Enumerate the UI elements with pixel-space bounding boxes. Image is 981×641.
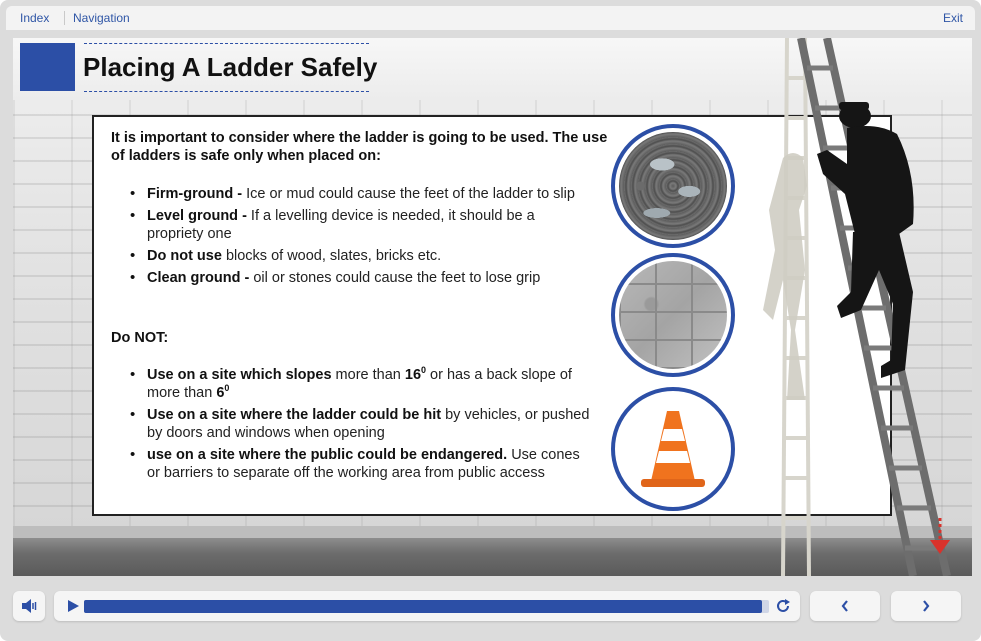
list-item-text: Use cones or barriers to separate off the working area from public access (147, 447, 580, 481)
volume-button[interactable] (13, 591, 45, 621)
list-item (130, 366, 592, 402)
list-item-bold: Level ground - (147, 208, 251, 224)
list-item (130, 406, 592, 442)
progress-bar-container (54, 591, 800, 621)
index-link[interactable]: Index (20, 11, 50, 25)
top-nav-bar (6, 6, 975, 30)
list-item (130, 247, 592, 265)
list-item-text: blocks of wood, slates, bricks etc. (221, 248, 442, 264)
previous-button[interactable] (810, 591, 880, 621)
chevron-left-icon (841, 600, 849, 612)
list-item (130, 207, 592, 243)
navigation-link[interactable]: Navigation (64, 11, 130, 25)
player-controls (6, 582, 975, 634)
back-slope-degrees: 6 (216, 385, 225, 401)
list-item-bold: Do not use (147, 248, 222, 264)
title-accent-square (20, 43, 75, 91)
traffic-cone-icon (619, 395, 727, 503)
degree-superscript: 0 (224, 383, 230, 394)
traffic-cone-photo (619, 395, 727, 503)
do-not-heading: Do NOT: (111, 330, 169, 346)
page-title: Placing A Ladder Safely (83, 52, 378, 82)
list-item-text: more than (331, 367, 405, 383)
speaker-icon (21, 599, 37, 613)
list-item-bold: use on a site where the public could be endangered. (147, 447, 508, 463)
scroll-down-arrow-icon[interactable] (928, 516, 952, 560)
title-divider-top (84, 43, 369, 44)
pothole-image (611, 124, 735, 248)
progress-track[interactable] (84, 600, 769, 613)
do-not-list (130, 366, 592, 486)
pothole-photo (619, 132, 727, 240)
chevron-right-icon (922, 600, 930, 612)
paving-image (611, 253, 735, 377)
intro-text: It is important to consider where the ladder is going to be used. The use of ladders is safe only when placed on: (111, 130, 608, 164)
list-item-bold: Firm-ground - (147, 186, 247, 202)
ladder-illustration (743, 38, 972, 576)
title-divider-bottom (84, 91, 369, 92)
degree-superscript: 0 (421, 365, 427, 376)
list-item-text: by vehicles, or pushed by doors and windows when opening (147, 407, 590, 441)
play-icon[interactable] (66, 599, 80, 613)
replay-icon[interactable] (774, 597, 792, 615)
list-item-bold: Use on a site which slopes (147, 367, 332, 383)
list-item (130, 269, 592, 287)
list-item-text: oil or stones could cause the feet to lose grip (253, 270, 541, 286)
list-item-bold: Use on a site where the ladder could be hit (147, 407, 442, 423)
list-item (130, 446, 592, 482)
cone-image (611, 387, 735, 511)
list-item-text: or has a back slope of more than (147, 367, 572, 401)
list-item-text: If a levelling device is needed, it should be a propriety one (147, 208, 535, 242)
slope-degrees: 16 (404, 367, 422, 383)
list-item-bold: Clean ground - (147, 270, 254, 286)
list-item-text: Ice or mud could cause the feet of the ladder to slip (246, 186, 575, 202)
next-button[interactable] (891, 591, 961, 621)
slide (13, 38, 972, 576)
list-item (130, 185, 592, 203)
paving-slabs-photo (619, 261, 727, 369)
placed-on-list (130, 185, 592, 291)
exit-link[interactable]: Exit (942, 11, 963, 25)
progress-fill (84, 600, 762, 613)
